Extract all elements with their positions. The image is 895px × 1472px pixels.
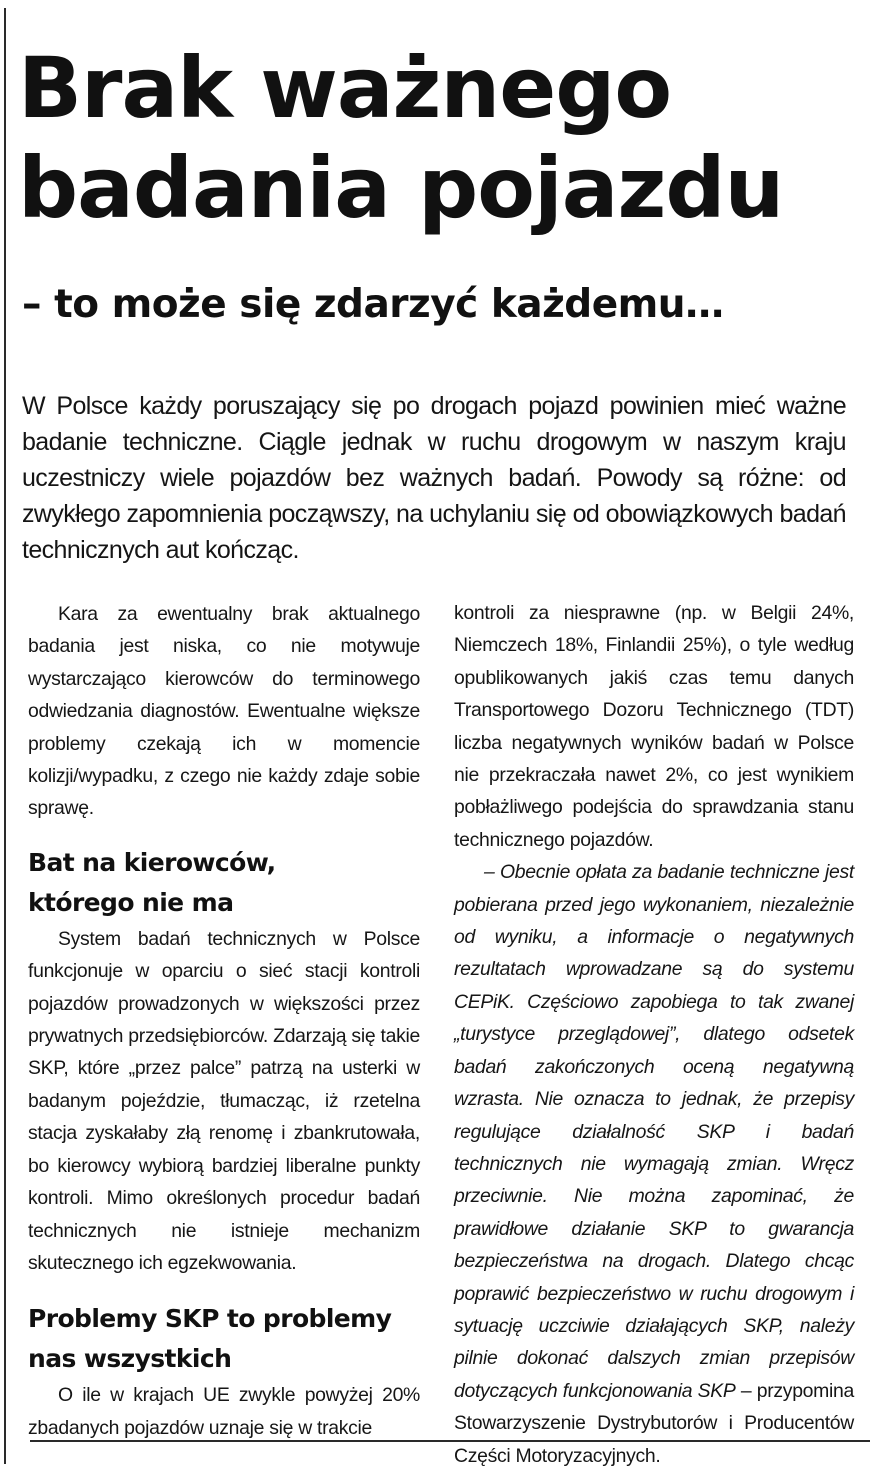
headline-line-2: badania pojazdu <box>18 139 784 237</box>
left-border-rule <box>4 8 6 1464</box>
section-heading-bat-line-2: którego nie ma <box>28 887 234 917</box>
quote-paragraph <box>454 856 854 1472</box>
section-problemy-paragraph: O ile w krajach UE zwykle powyżej 20% zbadanych pojazdów uznaje się w trakcie <box>28 1384 420 1439</box>
headline-line-1: Brak ważnego <box>18 39 672 137</box>
section-heading-problemy <box>28 1299 420 1379</box>
section-heading-problemy-line-1: Problemy SKP to problemy <box>28 1304 392 1334</box>
section-bat-paragraph: System badań technicznych w Polsce funkcjonuje w oparciu o sieć stacji kontroli pojazdów prowadzonych w większości przez prywatnych przedsiębiorców. Zdarzają się takie SKP, które „przez palce” patrzą na usterki w badanym pojeździe, tłumacząc, iż rzetelna stacja zyskałaby złą renomę i zbankrutowała, bo kierowcy wybiorą bardziej liberalne punkty kontroli. Mimo określonych procedur badań technicznych nie istnieje mechanizm skutecznego ich egzekwowania. <box>28 927 420 1274</box>
lead-paragraph: W Polsce każdy poruszający się po drogach pojazd powinien mieć ważne badanie techniczne. Ciągle jednak w ruchu drogowym w naszym kraju uczestniczy wiele pojazdów bez ważnych badań. Powody są różne: od zwykłego zapomnienia począwszy, na uchylaniu się od obowiązkowych badań technicznych aut kończąc. <box>22 392 846 564</box>
continuation-paragraph: kontroli za niesprawne (np. w Belgii 24%, Niemczech 18%, Finlandii 25%), o tyle według opublikowanych jakiś czas temu danych Transportowego Dozoru Technicznego (TDT) liczba negatywnych wyników badań w Polsce nie przekraczała nawet 2%, co jest wynikiem pobłażliwego podejścia do sprawdzania stanu technicznego pojazdów. <box>454 602 854 851</box>
subtitle: – to może się zdarzyć każdemu… <box>22 282 724 327</box>
right-column <box>454 597 854 1472</box>
quote-attribution: – przypomina Stowarzyszenie Dystrybutorów i Producentów Części Motoryzacyjnych. <box>454 1379 854 1467</box>
quote-text: – Obecnie opłata za badanie techniczne jest pobierana przed jego wykonaniem, niezależnie od wyniku, a informacje o negatywnych rezultatach wprowadzane są do systemu CEPiK. Częściowo zapobiega to tak zwanej „turystyce przeglądowej”, dlatego odsetek badań zakończonych oceną negatywną wzrasta. Nie oznacza to jednak, że przepisy regulujące działalność SKP i badań technicznych nie wymagają zmian. Wręcz przeciwnie. Nie można zapominać, że prawidłowe działanie SKP to gwarancja bezpieczeństwa na drogach. Dlatego chcąc poprawić bezpieczeństwo w ruchu drogowym i sytuację uczciwie działających SKP, należy pilnie dokonać dalszych zmian przepisów dotyczących funkcjonowania SKP <box>454 861 854 1402</box>
headline <box>18 38 878 238</box>
left-column <box>28 598 420 1444</box>
intro-paragraph: Kara za ewentualny brak aktualnego badania jest niska, co nie motywuje wystarczająco kierowców do terminowego odwiedzania diagnostów. Ewentualne większe problemy czekają ich w momencie kolizji/wypadku, z czego nie każdy zdaje sobie sprawę. <box>28 603 420 820</box>
section-heading-problemy-line-2: nas wszystkich <box>28 1344 232 1374</box>
section-heading-bat <box>28 843 420 923</box>
bottom-rule <box>30 1440 870 1442</box>
section-heading-bat-line-1: Bat na kierowców, <box>28 847 276 877</box>
